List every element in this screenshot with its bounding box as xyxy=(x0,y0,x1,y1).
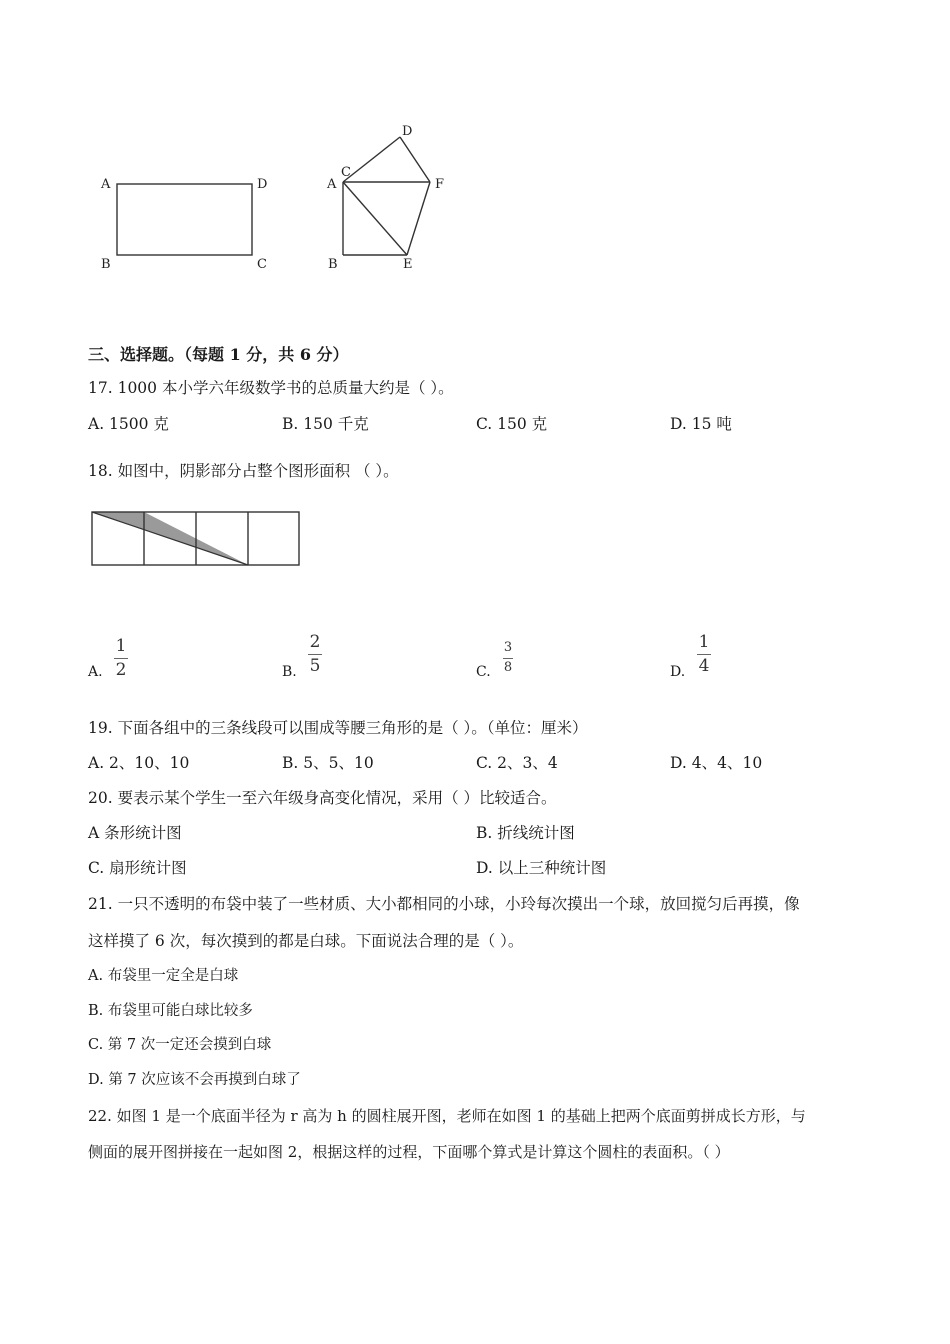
q22-stem-line-1: 22. 如图 1 是一个底面半径为 r 高为 h 的圆柱展开图，老师在如图 1 的基础上把两个底面剪拼成长方形，与 xyxy=(88,1107,806,1125)
q21-stem-line-2: 这样摸了 6 次，每次摸到的都是白球。下面说法合理的是（ ）。 xyxy=(88,932,524,950)
q21-option-a[interactable]: A. 布袋里一定全是白球 xyxy=(88,968,239,984)
q21-option-b[interactable]: B. 布袋里可能白球比较多 xyxy=(88,1003,253,1019)
segment-cd xyxy=(343,137,400,182)
comp-label-d: D xyxy=(402,124,413,139)
q20-stem: 20. 要表示某个学生一至六年级身高变化情况，采用（ ）比较适合。 xyxy=(88,789,557,807)
q21-option-c[interactable]: C. 第 7 次一定还会摸到白球 xyxy=(88,1037,272,1053)
comp-label-f: F xyxy=(435,177,445,192)
shade-edge xyxy=(92,512,248,565)
q22-stem-line-2: 侧面的展开图拼接在一起如图 2，根据这样的过程，下面哪个算式是计算这个圆柱的表面积。（ ） xyxy=(88,1143,730,1161)
q17-option-c[interactable]: C. 150 克 xyxy=(476,415,548,433)
composite-figure xyxy=(343,137,430,255)
q18-option-c-fraction xyxy=(503,641,513,675)
section-heading: 三、选择题。（每题 1 分，共 6 分） xyxy=(88,345,349,364)
q19-option-c[interactable]: C. 2、3、4 xyxy=(476,754,558,772)
fraction-denominator: 8 xyxy=(503,660,513,675)
comp-label-b: B xyxy=(328,257,338,272)
fraction-denominator: 4 xyxy=(698,656,710,676)
q20-option-a[interactable]: A 条形统计图 xyxy=(88,824,182,842)
q19-option-a[interactable]: A. 2、10、10 xyxy=(88,754,190,772)
q18-option-d-fraction xyxy=(697,633,711,675)
comp-label-c: C xyxy=(341,165,351,180)
segment-ce xyxy=(343,182,407,255)
fraction-numerator: 1 xyxy=(698,632,710,652)
geometry-figures xyxy=(0,110,480,280)
fraction-denominator: 5 xyxy=(309,656,321,676)
q18-option-c-label[interactable]: C. xyxy=(476,664,491,680)
q17-stem: 17. 1000 本小学六年级数学书的总质量大约是（ ）。 xyxy=(88,379,454,397)
q18-option-a-label[interactable]: A. xyxy=(88,664,103,680)
q18-option-b-label[interactable]: B. xyxy=(282,664,297,680)
q17-option-a[interactable]: A. 1500 克 xyxy=(88,415,169,433)
shaded-grid-figure xyxy=(88,508,304,570)
rect-label-a: A xyxy=(101,177,111,192)
fraction-numerator: 2 xyxy=(309,632,321,652)
fraction-denominator: 2 xyxy=(115,660,127,680)
q18-option-b-fraction xyxy=(308,633,322,675)
q19-option-d[interactable]: D. 4、4、10 xyxy=(670,754,763,772)
q20-option-c[interactable]: C. 扇形统计图 xyxy=(88,859,187,877)
q18-stem: 18. 如图中，阴影部分占整个图形面积 （ ）。 xyxy=(88,462,399,480)
q20-option-b[interactable]: B. 折线统计图 xyxy=(476,824,575,842)
q19-stem: 19. 下面各组中的三条线段可以围成等腰三角形的是（ ）。（单位：厘米） xyxy=(88,719,588,737)
q21-option-d[interactable]: D. 第 7 次应该不会再摸到白球了 xyxy=(88,1072,301,1088)
q18-option-d-label[interactable]: D. xyxy=(670,664,686,680)
rect-label-b: B xyxy=(101,257,111,272)
rectangle-abcd xyxy=(117,184,252,255)
q17-option-b[interactable]: B. 150 千克 xyxy=(282,415,369,433)
fraction-numerator: 1 xyxy=(115,636,127,656)
segment-fe xyxy=(407,182,430,255)
q19-option-b[interactable]: B. 5、5、10 xyxy=(282,754,374,772)
q20-option-d[interactable]: D. 以上三种统计图 xyxy=(476,859,607,877)
segment-df xyxy=(400,137,430,182)
comp-label-a: A xyxy=(327,177,337,192)
q21-stem-line-1: 21. 一只不透明的布袋中装了一些材质、大小都相同的小球，小玲每次摸出一个球，放回搅匀后再摸，像 xyxy=(88,895,800,913)
rect-label-c: C xyxy=(257,257,267,272)
fraction-numerator: 3 xyxy=(503,640,513,655)
rect-label-d: D xyxy=(257,177,268,192)
comp-label-e: E xyxy=(403,257,413,272)
q18-option-a-fraction xyxy=(114,637,128,679)
q17-option-d[interactable]: D. 15 吨 xyxy=(670,415,732,433)
